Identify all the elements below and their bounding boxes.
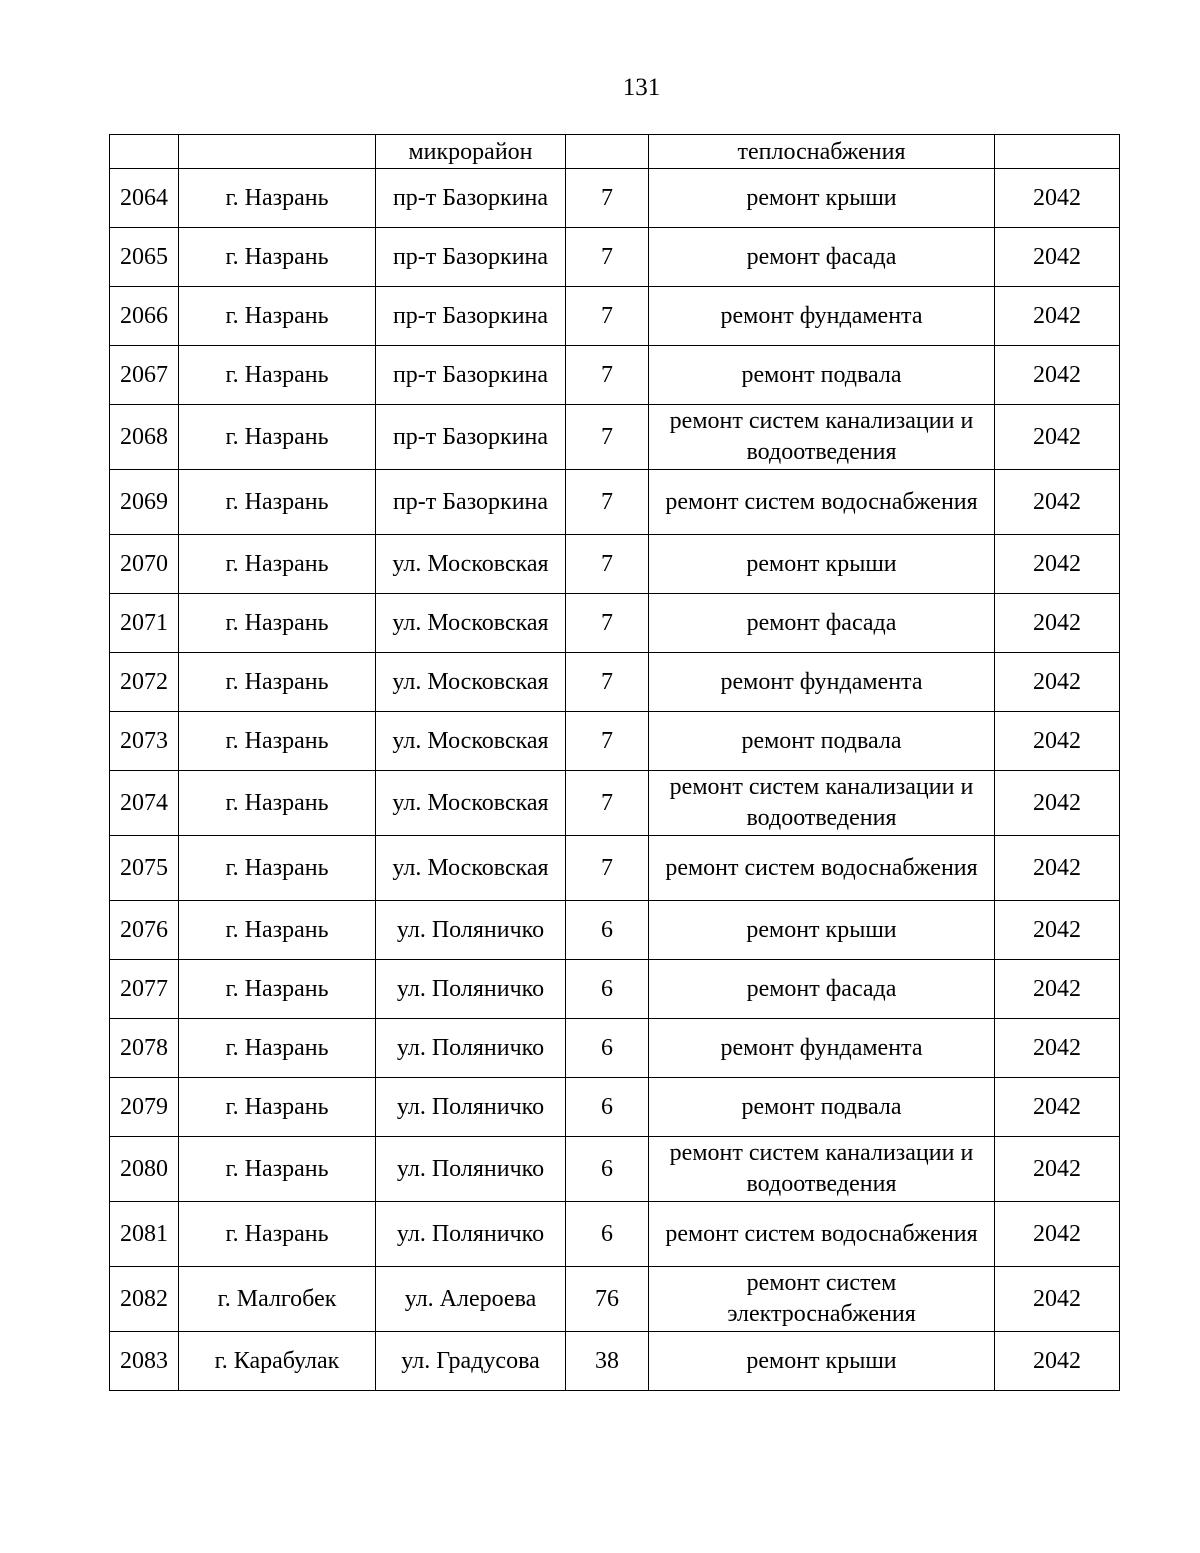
cell-year: 2042 [995, 1078, 1120, 1137]
cell-work: ремонт крыши [649, 169, 995, 228]
cell-year: 2042 [995, 405, 1120, 470]
cell-year: 2042 [995, 712, 1120, 771]
table-row [110, 771, 1120, 836]
cell-house: 6 [566, 901, 649, 960]
cell-number: 2083 [110, 1332, 179, 1391]
cell-street: ул. Поляничко [376, 1137, 566, 1202]
cell-work: ремонт подвала [649, 1078, 995, 1137]
cell-number: 2082 [110, 1267, 179, 1332]
cell-work: ремонт фундамента [649, 287, 995, 346]
cell-street: пр-т Базоркина [376, 169, 566, 228]
cell-city [179, 135, 376, 169]
cell-number: 2080 [110, 1137, 179, 1202]
cell-work: теплоснабжения [649, 135, 995, 169]
cell-street: пр-т Базоркина [376, 228, 566, 287]
table-row [110, 169, 1120, 228]
cell-year: 2042 [995, 1137, 1120, 1202]
cell-house: 38 [566, 1332, 649, 1391]
table-row [110, 1267, 1120, 1332]
cell-work: ремонт фасада [649, 228, 995, 287]
cell-year: 2042 [995, 653, 1120, 712]
cell-year: 2042 [995, 901, 1120, 960]
cell-house: 7 [566, 470, 649, 535]
cell-street: ул. Московская [376, 836, 566, 901]
cell-number: 2070 [110, 535, 179, 594]
cell-city: г. Назрань [179, 470, 376, 535]
cell-year: 2042 [995, 771, 1120, 836]
table-row [110, 1019, 1120, 1078]
cell-year: 2042 [995, 1019, 1120, 1078]
cell-year: 2042 [995, 346, 1120, 405]
cell-work: ремонт фундамента [649, 653, 995, 712]
page-number: 131 [622, 74, 661, 101]
table-row [110, 346, 1120, 405]
cell-year: 2042 [995, 470, 1120, 535]
cell-street: ул. Московская [376, 594, 566, 653]
cell-work: ремонт систем водоснабжения [649, 470, 995, 535]
cell-year: 2042 [995, 1332, 1120, 1391]
cell-city: г. Назрань [179, 901, 376, 960]
cell-city: г. Малгобек [179, 1267, 376, 1332]
cell-street: ул. Поляничко [376, 960, 566, 1019]
cell-house: 7 [566, 287, 649, 346]
cell-number: 2079 [110, 1078, 179, 1137]
cell-house: 6 [566, 1137, 649, 1202]
cell-work: ремонт фасада [649, 594, 995, 653]
cell-work: ремонт фасада [649, 960, 995, 1019]
continuation-row [110, 135, 1120, 169]
cell-house: 6 [566, 1202, 649, 1267]
cell-city: г. Назрань [179, 405, 376, 470]
cell-number: 2064 [110, 169, 179, 228]
table-row [110, 712, 1120, 771]
table-row [110, 901, 1120, 960]
cell-street: ул. Московская [376, 771, 566, 836]
repair-schedule-table [109, 134, 1120, 1391]
cell-house: 7 [566, 836, 649, 901]
cell-street: ул. Московская [376, 653, 566, 712]
cell-work: ремонт подвала [649, 712, 995, 771]
cell-house: 7 [566, 653, 649, 712]
table-row [110, 1137, 1120, 1202]
cell-house: 7 [566, 405, 649, 470]
cell-year: 2042 [995, 228, 1120, 287]
cell-house [566, 135, 649, 169]
cell-city: г. Назрань [179, 535, 376, 594]
cell-city: г. Назрань [179, 594, 376, 653]
cell-city: г. Назрань [179, 1202, 376, 1267]
cell-number: 2073 [110, 712, 179, 771]
table-row [110, 594, 1120, 653]
cell-number: 2076 [110, 901, 179, 960]
cell-work: ремонт систем канализации и водоотведения [649, 771, 995, 836]
cell-street: ул. Алероева [376, 1267, 566, 1332]
cell-work: ремонт крыши [649, 1332, 995, 1391]
cell-house: 7 [566, 771, 649, 836]
cell-number: 2067 [110, 346, 179, 405]
cell-city: г. Назрань [179, 836, 376, 901]
cell-street: пр-т Базоркина [376, 346, 566, 405]
cell-work: ремонт крыши [649, 901, 995, 960]
cell-work: ремонт систем канализации и водоотведения [649, 405, 995, 470]
cell-city: г. Назрань [179, 1019, 376, 1078]
table-row [110, 470, 1120, 535]
cell-year: 2042 [995, 535, 1120, 594]
cell-city: г. Назрань [179, 287, 376, 346]
cell-year: 2042 [995, 594, 1120, 653]
cell-work: ремонт систем водоснабжения [649, 836, 995, 901]
cell-street: пр-т Базоркина [376, 287, 566, 346]
table-row [110, 405, 1120, 470]
cell-number: 2071 [110, 594, 179, 653]
cell-year: 2042 [995, 169, 1120, 228]
cell-number: 2065 [110, 228, 179, 287]
cell-number: 2074 [110, 771, 179, 836]
cell-street: пр-т Базоркина [376, 405, 566, 470]
table-row [110, 653, 1120, 712]
cell-work: ремонт фундамента [649, 1019, 995, 1078]
cell-number: 2066 [110, 287, 179, 346]
table-row [110, 960, 1120, 1019]
cell-number [110, 135, 179, 169]
cell-house: 6 [566, 1078, 649, 1137]
cell-city: г. Назрань [179, 228, 376, 287]
table-row [110, 1332, 1120, 1391]
cell-house: 7 [566, 594, 649, 653]
cell-street: ул. Поляничко [376, 1078, 566, 1137]
table-row [110, 1202, 1120, 1267]
cell-number: 2075 [110, 836, 179, 901]
cell-house: 7 [566, 346, 649, 405]
table-row [110, 1078, 1120, 1137]
cell-city: г. Назрань [179, 653, 376, 712]
cell-number: 2077 [110, 960, 179, 1019]
table-row [110, 836, 1120, 901]
cell-city: г. Карабулак [179, 1332, 376, 1391]
cell-house: 76 [566, 1267, 649, 1332]
cell-year [995, 135, 1120, 169]
cell-street: ул. Градусова [376, 1332, 566, 1391]
cell-house: 6 [566, 1019, 649, 1078]
cell-city: г. Назрань [179, 169, 376, 228]
cell-street: ул. Московская [376, 712, 566, 771]
cell-work: ремонт систем электроснабжения [649, 1267, 995, 1332]
cell-work: ремонт крыши [649, 535, 995, 594]
cell-house: 7 [566, 169, 649, 228]
cell-year: 2042 [995, 287, 1120, 346]
cell-year: 2042 [995, 836, 1120, 901]
cell-year: 2042 [995, 1267, 1120, 1332]
cell-work: ремонт подвала [649, 346, 995, 405]
cell-city: г. Назрань [179, 1078, 376, 1137]
cell-house: 7 [566, 535, 649, 594]
cell-city: г. Назрань [179, 960, 376, 1019]
table-row [110, 228, 1120, 287]
cell-house: 7 [566, 228, 649, 287]
cell-year: 2042 [995, 1202, 1120, 1267]
cell-number: 2078 [110, 1019, 179, 1078]
table-row [110, 535, 1120, 594]
cell-number: 2068 [110, 405, 179, 470]
cell-street: микрорайон [376, 135, 566, 169]
cell-city: г. Назрань [179, 712, 376, 771]
cell-street: ул. Поляничко [376, 1019, 566, 1078]
table-row [110, 287, 1120, 346]
cell-house: 6 [566, 960, 649, 1019]
cell-city: г. Назрань [179, 1137, 376, 1202]
cell-street: ул. Поляничко [376, 901, 566, 960]
cell-year: 2042 [995, 960, 1120, 1019]
cell-city: г. Назрань [179, 771, 376, 836]
cell-street: ул. Поляничко [376, 1202, 566, 1267]
cell-work: ремонт систем водоснабжения [649, 1202, 995, 1267]
cell-work: ремонт систем канализации и водоотведения [649, 1137, 995, 1202]
cell-street: ул. Московская [376, 535, 566, 594]
cell-house: 7 [566, 712, 649, 771]
cell-number: 2069 [110, 470, 179, 535]
cell-number: 2072 [110, 653, 179, 712]
cell-number: 2081 [110, 1202, 179, 1267]
cell-city: г. Назрань [179, 346, 376, 405]
cell-street: пр-т Базоркина [376, 470, 566, 535]
